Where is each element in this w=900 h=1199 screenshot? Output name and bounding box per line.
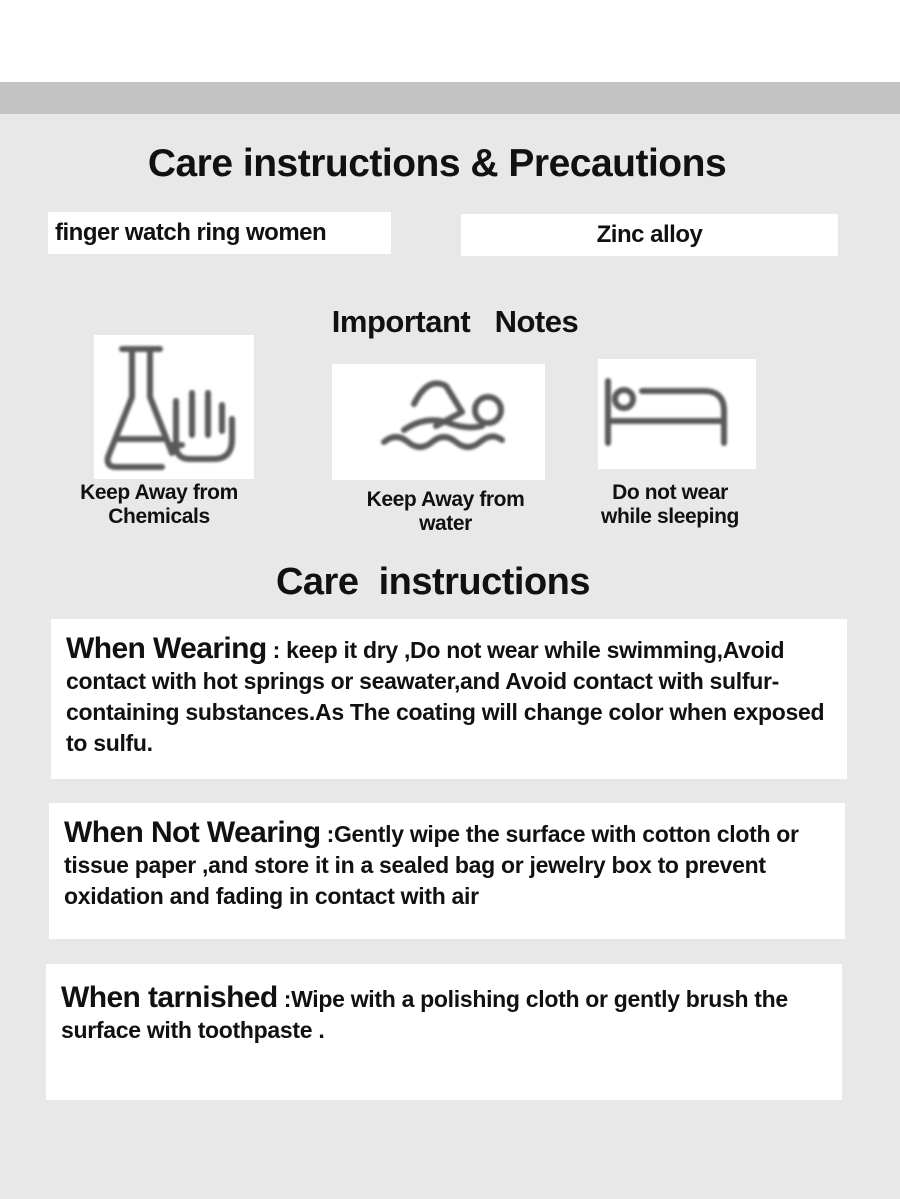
care-when-tarnished-box: [46, 964, 842, 1100]
care-when-tarnished-text: [61, 982, 828, 1046]
chemicals-icon-box: [94, 335, 254, 479]
chemicals-flask-icon: [94, 335, 254, 479]
note-water-line1: Keep Away from: [366, 488, 525, 511]
material-box: Zinc alloy: [461, 214, 838, 256]
care-when-tarnished-heading: When tarnished: [61, 981, 278, 1014]
care-when-not-wearing-text: [64, 817, 831, 912]
note-sleeping-line2: while sleeping: [601, 505, 739, 528]
note-chemicals-line2: Chemicals: [108, 505, 210, 528]
care-when-wearing-body: : keep it dry ,Do not wear while swimming,Avoid contact with hot springs or seawater,and Avoid contact with sulfur-containing substances.As The coating will change color when exposed to sulfu.: [66, 637, 825, 756]
note-sleeping: [588, 481, 752, 529]
care-when-not-wearing-body: :Gently wipe the surface with cotton cloth or tissue paper ,and store it in a sealed bag or jewelry box to prevent oxidation and fading in contact with air: [64, 821, 799, 909]
notes-title: Important Notes: [331, 304, 579, 339]
care-title: Care instructions: [275, 561, 591, 603]
swim-icon-box: [332, 364, 545, 480]
bed-icon: [598, 359, 756, 469]
bed-icon-box: [598, 359, 756, 469]
care-when-wearing-text: [66, 633, 833, 759]
note-chemicals-line1: Keep Away from: [80, 481, 238, 504]
page-title: Care instructions & Precautions: [147, 142, 727, 185]
top-gray-band: [0, 82, 900, 114]
swimmer-icon: [332, 364, 545, 480]
product-name-box: finger watch ring women: [48, 212, 391, 254]
care-when-wearing-box: [51, 619, 847, 779]
care-when-not-wearing-box: [49, 803, 845, 939]
note-water-line2: water: [419, 512, 472, 535]
care-when-tarnished-body: :Wipe with a polishing cloth or gently brush the surface with toothpaste .: [61, 986, 788, 1043]
care-when-wearing-heading: When Wearing: [66, 632, 267, 665]
note-chemicals: [74, 481, 244, 529]
note-water: [358, 488, 533, 536]
care-when-not-wearing-heading: When Not Wearing: [64, 816, 321, 849]
top-white-strip: [0, 0, 900, 82]
note-sleeping-line1: Do not wear: [612, 481, 728, 504]
